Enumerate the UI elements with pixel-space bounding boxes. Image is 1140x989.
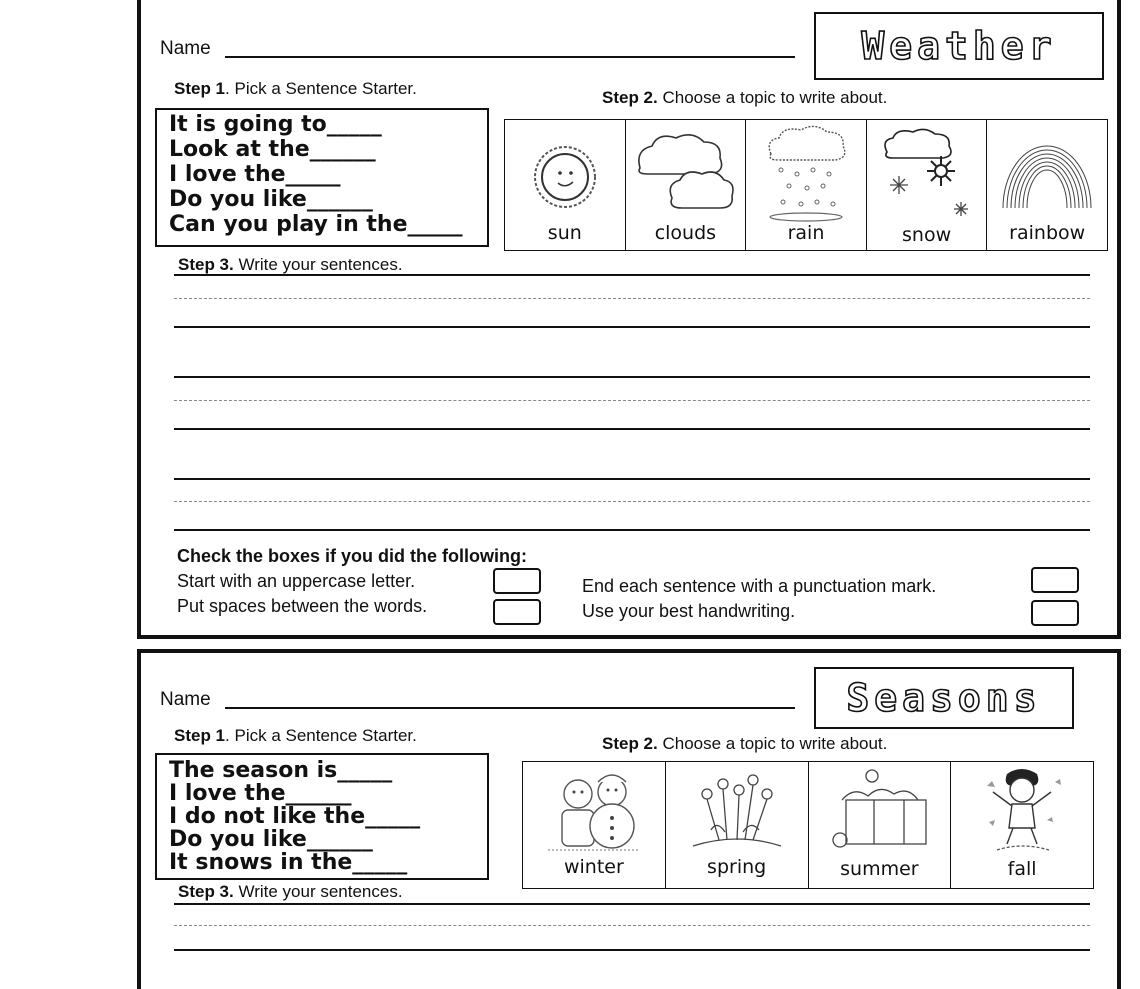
topic-sun[interactable] <box>505 120 626 250</box>
topic-snow[interactable] <box>867 120 988 250</box>
step2-bold: Step 2. <box>602 88 658 107</box>
sentence-starter-box <box>155 753 489 880</box>
writing-line-mid[interactable] <box>174 501 1090 502</box>
starter-1: It is going to_____ <box>169 112 382 137</box>
seasons-worksheet <box>137 649 1121 989</box>
leaves-child-icon <box>977 766 1067 856</box>
step1-text: . Pick a Sentence Starter. <box>225 726 417 745</box>
writing-line-top[interactable] <box>174 903 1090 905</box>
writing-line-top[interactable] <box>174 376 1090 378</box>
checkbox-uppercase[interactable] <box>493 568 541 594</box>
starter-1: The season is_____ <box>169 758 393 783</box>
writing-line-base[interactable] <box>174 326 1090 328</box>
step2-label <box>602 88 887 108</box>
writing-line-mid[interactable] <box>174 925 1090 926</box>
step3-text: Write your sentences. <box>233 255 403 274</box>
step3-bold: Step 3. <box>178 255 234 274</box>
step1-bold: Step 1 <box>174 726 226 745</box>
topic-fall[interactable] <box>951 762 1093 888</box>
step2-bold: Step 2. <box>602 734 658 753</box>
step3-label <box>178 255 403 275</box>
writing-line-base[interactable] <box>174 949 1090 951</box>
topic-label: snow <box>902 224 952 246</box>
writing-line-base[interactable] <box>174 428 1090 430</box>
rain-cloud-icon <box>761 124 851 224</box>
step3-label <box>178 882 403 902</box>
topic-grid <box>504 119 1108 251</box>
sun-icon <box>530 142 600 212</box>
name-label: Name <box>160 38 211 59</box>
starter-2: I love the______ <box>169 781 352 806</box>
writing-line-mid[interactable] <box>174 400 1090 401</box>
step1-bold: Step 1 <box>174 79 226 98</box>
clouds-icon <box>630 128 740 218</box>
pool-icon <box>824 766 934 852</box>
topic-rain[interactable] <box>746 120 867 250</box>
name-write-line[interactable] <box>225 707 795 709</box>
title-box <box>814 12 1104 80</box>
sentence-starter-box <box>155 108 489 247</box>
topic-label: clouds <box>654 222 717 244</box>
snowman-icon <box>544 766 644 856</box>
topic-rainbow[interactable] <box>987 120 1107 250</box>
rainbow-icon <box>997 132 1097 212</box>
writing-line-top[interactable] <box>174 478 1090 480</box>
name-write-line[interactable] <box>225 56 795 58</box>
checklist-item-uppercase: Start with an uppercase letter. <box>177 571 416 591</box>
step1-label <box>174 726 417 746</box>
step2-text: Choose a topic to write about. <box>657 734 888 753</box>
topic-clouds[interactable] <box>626 120 747 250</box>
starter-5: It snows in the_____ <box>169 850 408 875</box>
starter-3: I love the_____ <box>169 162 341 187</box>
step3-bold: Step 3. <box>178 882 234 901</box>
worksheet-title: Seasons <box>846 676 1042 720</box>
checklist-heading: Check the boxes if you did the following: <box>177 546 528 566</box>
topic-label: fall <box>1007 858 1037 880</box>
step2-label <box>602 734 887 754</box>
checkbox-punctuation[interactable] <box>1031 567 1079 593</box>
topic-label: rainbow <box>1009 222 1086 244</box>
writing-line-top[interactable] <box>174 274 1090 276</box>
snowflake-icon <box>877 126 977 222</box>
worksheet-title: Weather <box>861 24 1057 68</box>
starter-4: Do you like______ <box>169 187 373 212</box>
checklist-item-punctuation: End each sentence with a punctuation mark. <box>582 576 937 596</box>
starter-5: Can you play in the_____ <box>169 212 463 237</box>
topic-label: summer <box>840 858 919 880</box>
topic-label: winter <box>563 856 624 878</box>
topic-label: sun <box>547 222 582 244</box>
starter-3: I do not like the_____ <box>169 804 421 829</box>
topic-spring[interactable] <box>666 762 809 888</box>
topic-summer[interactable] <box>809 762 952 888</box>
topic-label: spring <box>707 856 767 878</box>
title-box <box>814 667 1074 729</box>
name-label: Name <box>160 689 211 710</box>
writing-line-base[interactable] <box>174 529 1090 531</box>
checklist-item-handwriting: Use your best handwriting. <box>582 601 796 621</box>
flowers-icon <box>687 770 787 856</box>
topic-label: rain <box>787 222 825 244</box>
topic-winter[interactable] <box>523 762 666 888</box>
step2-text: Choose a topic to write about. <box>657 88 888 107</box>
step3-text: Write your sentences. <box>233 882 403 901</box>
step1-text: . Pick a Sentence Starter. <box>225 79 417 98</box>
starter-2: Look at the______ <box>169 137 376 162</box>
topic-grid <box>522 761 1094 889</box>
checklist-item-spaces: Put spaces between the words. <box>177 596 428 616</box>
checkbox-handwriting[interactable] <box>1031 600 1079 626</box>
step1-label <box>174 79 417 99</box>
starter-4: Do you like______ <box>169 827 373 852</box>
checkbox-spaces[interactable] <box>493 599 541 625</box>
weather-worksheet <box>137 0 1121 639</box>
writing-line-mid[interactable] <box>174 298 1090 299</box>
